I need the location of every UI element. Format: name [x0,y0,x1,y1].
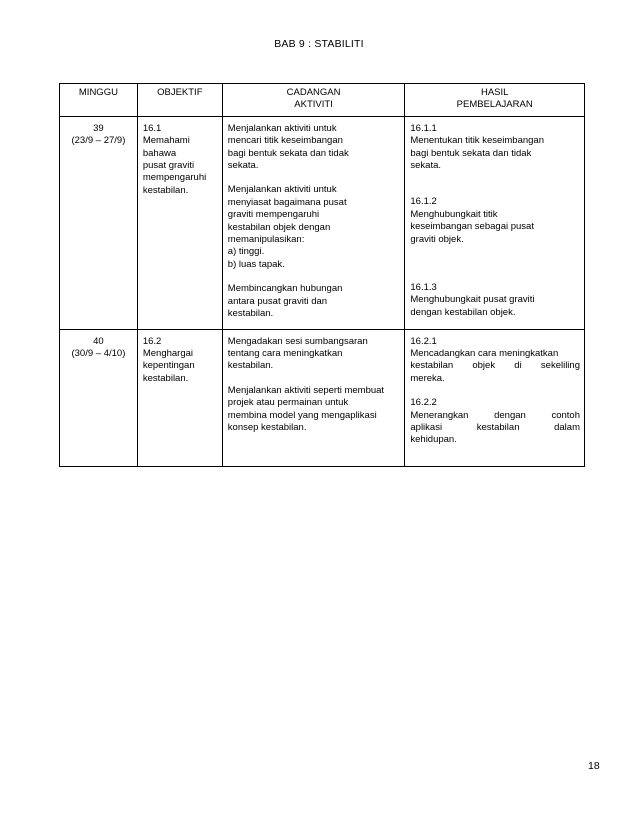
objective-cell [137,116,222,329]
activity-block [228,385,401,435]
lesson-plan-table [59,83,585,467]
outcome-line: Menentukan titik keseimbangan [410,135,544,147]
objective-cell [137,329,222,466]
outcome-block [410,282,580,319]
objective-line: 16.1 [142,122,162,134]
activity-line: Menjalankan aktiviti untuk [227,184,337,196]
activity-block [228,283,401,320]
activity-line: sekata. [227,160,259,172]
page-number: 18 [588,760,600,772]
outcome-line: Menghubungkait pusat graviti [410,294,535,306]
activity-line: menyiasat bagaimana pusat [227,196,347,208]
outcome-line: keseimbangan sebagai pusat [410,221,534,233]
header-minggu: MINGGU [60,84,138,117]
outcome-code: 16.2.1 [410,335,437,347]
activity-line: bagi bentuk sekata dan tidak [227,147,349,159]
activity-line: b) luas tapak. [227,258,285,270]
table-row [60,329,585,466]
outcome-line: sekata. [410,160,442,172]
objective-line: mempengaruhi [142,172,207,184]
activity-line: Menjalankan aktiviti untuk [227,122,337,134]
objective-line: pusat graviti [142,160,195,172]
header-cadangan-line2: AKTIVITI [294,99,333,111]
week-number: 40 [93,335,104,347]
activity-line: mencari titik keseimbangan [227,135,343,147]
activity-line: kestabilan. [227,308,274,320]
outcomes-cell [405,116,585,329]
outcome-line: Menghubungkait titik [410,208,498,220]
objective-line: bahawa [142,147,177,159]
table-row [60,116,585,329]
activity-line: kestabilan objek dengan [227,221,331,233]
objective-line: Memahami [142,135,190,147]
week-dates: (30/9 – 4/10) [71,347,126,359]
header-hasil-line2: PEMBELAJARAN [456,99,533,111]
table-header-row [60,84,585,117]
header-hasil-pembelajaran [405,84,585,117]
activity-line: membina model yang mengaplikasi [227,409,377,421]
activity-block [228,184,401,271]
activity-line: Menjalankan aktiviti seperti membuat [227,384,385,396]
activity-block [228,336,401,373]
outcome-line: bagi bentuk sekata dan tidak [410,147,532,159]
objective-line: Menghargai [142,347,194,359]
header-cadangan-line1: CADANGAN [286,87,341,98]
activity-line: memanipulasikan: [227,234,305,246]
outcome-line: graviti objek. [410,233,464,245]
outcome-block [410,336,580,386]
activity-line: kestabilan. [227,360,274,372]
outcome-code: 16.1.3 [410,282,437,294]
activity-line: tentang cara meningkatkan [227,347,343,359]
outcome-line: kestabilan objek di sekeliling [410,360,580,372]
outcome-line: kehidupan. [410,434,457,446]
page-title: BAB 9 : STABILITI [274,38,364,50]
outcome-line: mereka. [410,372,445,384]
header-objektif: OBJEKTIF [137,84,222,117]
outcome-line: Menerangkan dengan contoh [410,409,580,421]
objective-line: 16.2 [142,335,162,347]
week-dates: (23/9 – 27/9) [71,135,126,147]
activity-line: a) tinggi. [227,246,265,258]
outcome-line: aplikasi kestabilan dalam [410,421,580,433]
outcome-code: 16.1.2 [410,196,437,208]
objective-line: kepentingan [142,360,195,372]
activity-line: graviti mempengaruhi [227,209,320,221]
outcome-block [410,196,580,246]
activity-line: konsep kestabilan. [227,421,307,433]
activity-line: Membincangkan hubungan [227,283,343,295]
outcome-code: 16.2.2 [410,397,437,409]
outcome-code: 16.1.1 [410,122,437,134]
outcome-line: Mencadangkan cara meningkatkan [410,347,559,359]
week-cell [60,329,138,466]
objective-line: kestabilan. [142,184,189,196]
outcome-block [410,397,580,447]
activities-cell [222,329,405,466]
outcome-line: dengan kestabilan objek. [410,306,516,318]
objective-line: kestabilan. [142,372,189,384]
activities-cell [222,116,405,329]
outcome-block [410,123,580,173]
outcomes-cell [405,329,585,466]
activity-line: projek atau permainan untuk [227,397,349,409]
week-number: 39 [93,122,104,134]
activity-line: Mengadakan sesi sumbangsaran [227,335,368,347]
activity-line: antara pusat graviti dan [227,295,328,307]
activity-block [228,123,401,173]
week-cell [60,116,138,329]
header-hasil-line1: HASIL [480,87,509,98]
header-cadangan-aktiviti [222,84,405,117]
